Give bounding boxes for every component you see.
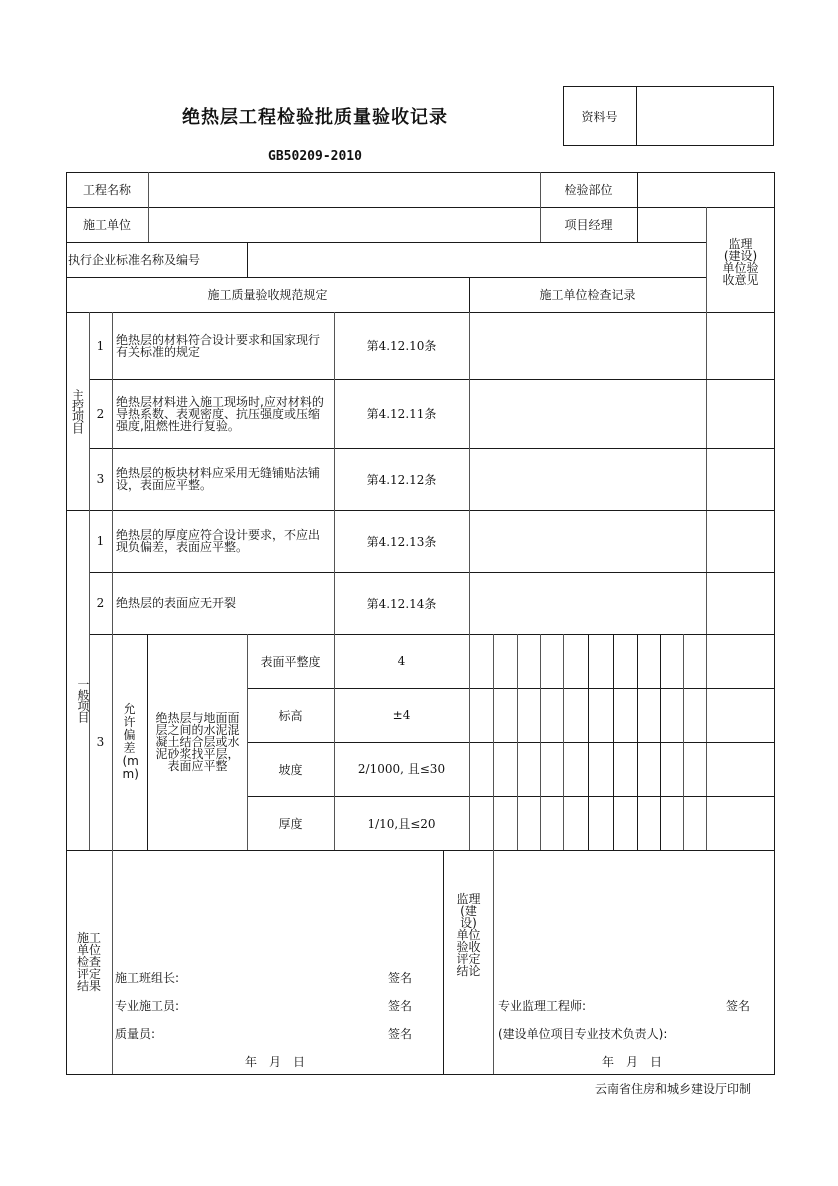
tolerance-label (112, 634, 147, 850)
main-item-no: 1 (96, 338, 105, 353)
general-item-clause: 第4.12.14条 (366, 596, 437, 611)
supervisor-date[interactable]: 年 月 日 (602, 1055, 663, 1069)
main-item-no: 3 (96, 472, 105, 486)
inspection-part-field[interactable] (638, 172, 774, 207)
quality-inspector-sign[interactable]: 签名 (388, 1027, 413, 1041)
supervision-engineer-label: 专业监理工程师: (498, 999, 587, 1013)
tolerance-description: 绝热层与地面面层之间的水泥混凝土结合层或水泥砂浆找平层，表面应平整 (155, 711, 240, 773)
tolerance-item-name: 厚度 (278, 816, 303, 831)
contractor-field[interactable] (149, 207, 540, 242)
main-item-clause: 第4.12.11条 (366, 407, 437, 421)
tolerance-label-text: 允许偏差(mm) (122, 702, 139, 781)
supervisor-conclusion-label (443, 850, 494, 1020)
quality-inspector-label: 质量员: (115, 1027, 156, 1041)
supervisor-opinion-label (707, 222, 774, 302)
project-name-label: 工程名称 (82, 183, 131, 197)
project-name-field[interactable] (149, 172, 540, 207)
project-manager-label: 项目经理 (564, 218, 613, 232)
general-label: 一般项目 (76, 678, 90, 722)
general-item-text: 绝热层的厚度应符合设计要求，不应出现负偏差，表面应平整。 (116, 528, 321, 554)
tolerance-item-value: 2/1000, 且≤30 (357, 762, 446, 776)
contractor-result-text: 施工单位检查评定结果 (76, 931, 101, 993)
supervision-engineer-sign[interactable]: 签名 (726, 999, 751, 1013)
spec-header: 施工质量验收规范规定 (207, 288, 328, 302)
tolerance-item-value: 4 (397, 654, 406, 668)
construction-worker-label: 专业施工员: (115, 999, 180, 1013)
tolerance-item-name: 标高 (278, 708, 303, 723)
main-control-label: 主控项目 (70, 389, 85, 433)
contractor-result-label (66, 850, 112, 1074)
enterprise-std-label: 执行企业标准名称及编号 (68, 253, 201, 267)
general-item-no: 1 (96, 534, 105, 548)
general-item-no: 2 (96, 596, 105, 610)
tolerance-item-no: 3 (96, 735, 105, 749)
supervisor-conclusion-text: 监理(建设)单位验收评定结论 (456, 892, 481, 978)
supervisor-opinion-text: 监理(建设)单位验收意见 (722, 237, 759, 287)
record-header: 施工单位检查记录 (539, 288, 636, 302)
doc-no-label: 资料号 (581, 109, 618, 124)
main-item-opinion[interactable] (707, 312, 774, 379)
construction-worker-sign[interactable]: 签名 (388, 999, 413, 1013)
general-item-record[interactable] (470, 510, 706, 572)
general-item-opinion[interactable] (707, 572, 774, 634)
inspection-part-label: 检验部位 (564, 183, 613, 197)
page-title: 绝热层工程检验批质量验收记录 (182, 107, 448, 128)
main-item-record[interactable] (470, 312, 706, 379)
tolerance-item-value: ±4 (392, 708, 411, 722)
general-item-clause: 第4.12.13条 (366, 534, 437, 549)
enterprise-std-field[interactable] (248, 242, 706, 277)
general-item-record[interactable] (470, 572, 706, 634)
contractor-date[interactable]: 年 月 日 (245, 1055, 306, 1069)
tolerance-item-name: 坡度 (278, 762, 303, 777)
tolerance-item-name: 表面平整度 (260, 654, 321, 669)
owner-tech-lead-label: (建设单位项目专业技术负责人): (498, 1027, 668, 1041)
main-item-opinion[interactable] (707, 448, 774, 510)
main-item-clause: 第4.12.12条 (366, 472, 437, 487)
main-item-clause: 第4.12.10条 (366, 339, 437, 353)
printer-credit: 云南省住房和城乡建设厅印制 (595, 1082, 752, 1096)
tolerance-item-value: 1/10,且≤20 (367, 816, 436, 831)
main-item-text: 绝热层的板块材料应采用无缝铺贴法铺设，表面应平整。 (116, 466, 321, 492)
standard-code: GB50209-2010 (268, 148, 362, 164)
team-leader-sign[interactable]: 签名 (388, 971, 413, 985)
contractor-label: 施工单位 (82, 218, 131, 232)
main-item-opinion[interactable] (707, 379, 774, 448)
main-item-text: 绝热层材料进入施工现场时,应对材料的导热系数、表观密度、抗压强度或压缩强度,阻燃性进行复验。 (116, 394, 324, 433)
main-item-no: 2 (96, 406, 105, 421)
project-manager-field[interactable] (638, 207, 706, 242)
main-item-text: 绝热层的材料符合设计要求和国家现行有关标准的规定 (116, 332, 321, 359)
doc-no-field[interactable] (637, 86, 774, 146)
general-item-opinion[interactable] (707, 510, 774, 572)
general-item-text: 绝热层的表面应无开裂 (116, 596, 237, 610)
team-leader-label: 施工班组长: (115, 971, 180, 985)
main-item-record[interactable] (470, 448, 706, 510)
main-item-record[interactable] (470, 379, 706, 448)
